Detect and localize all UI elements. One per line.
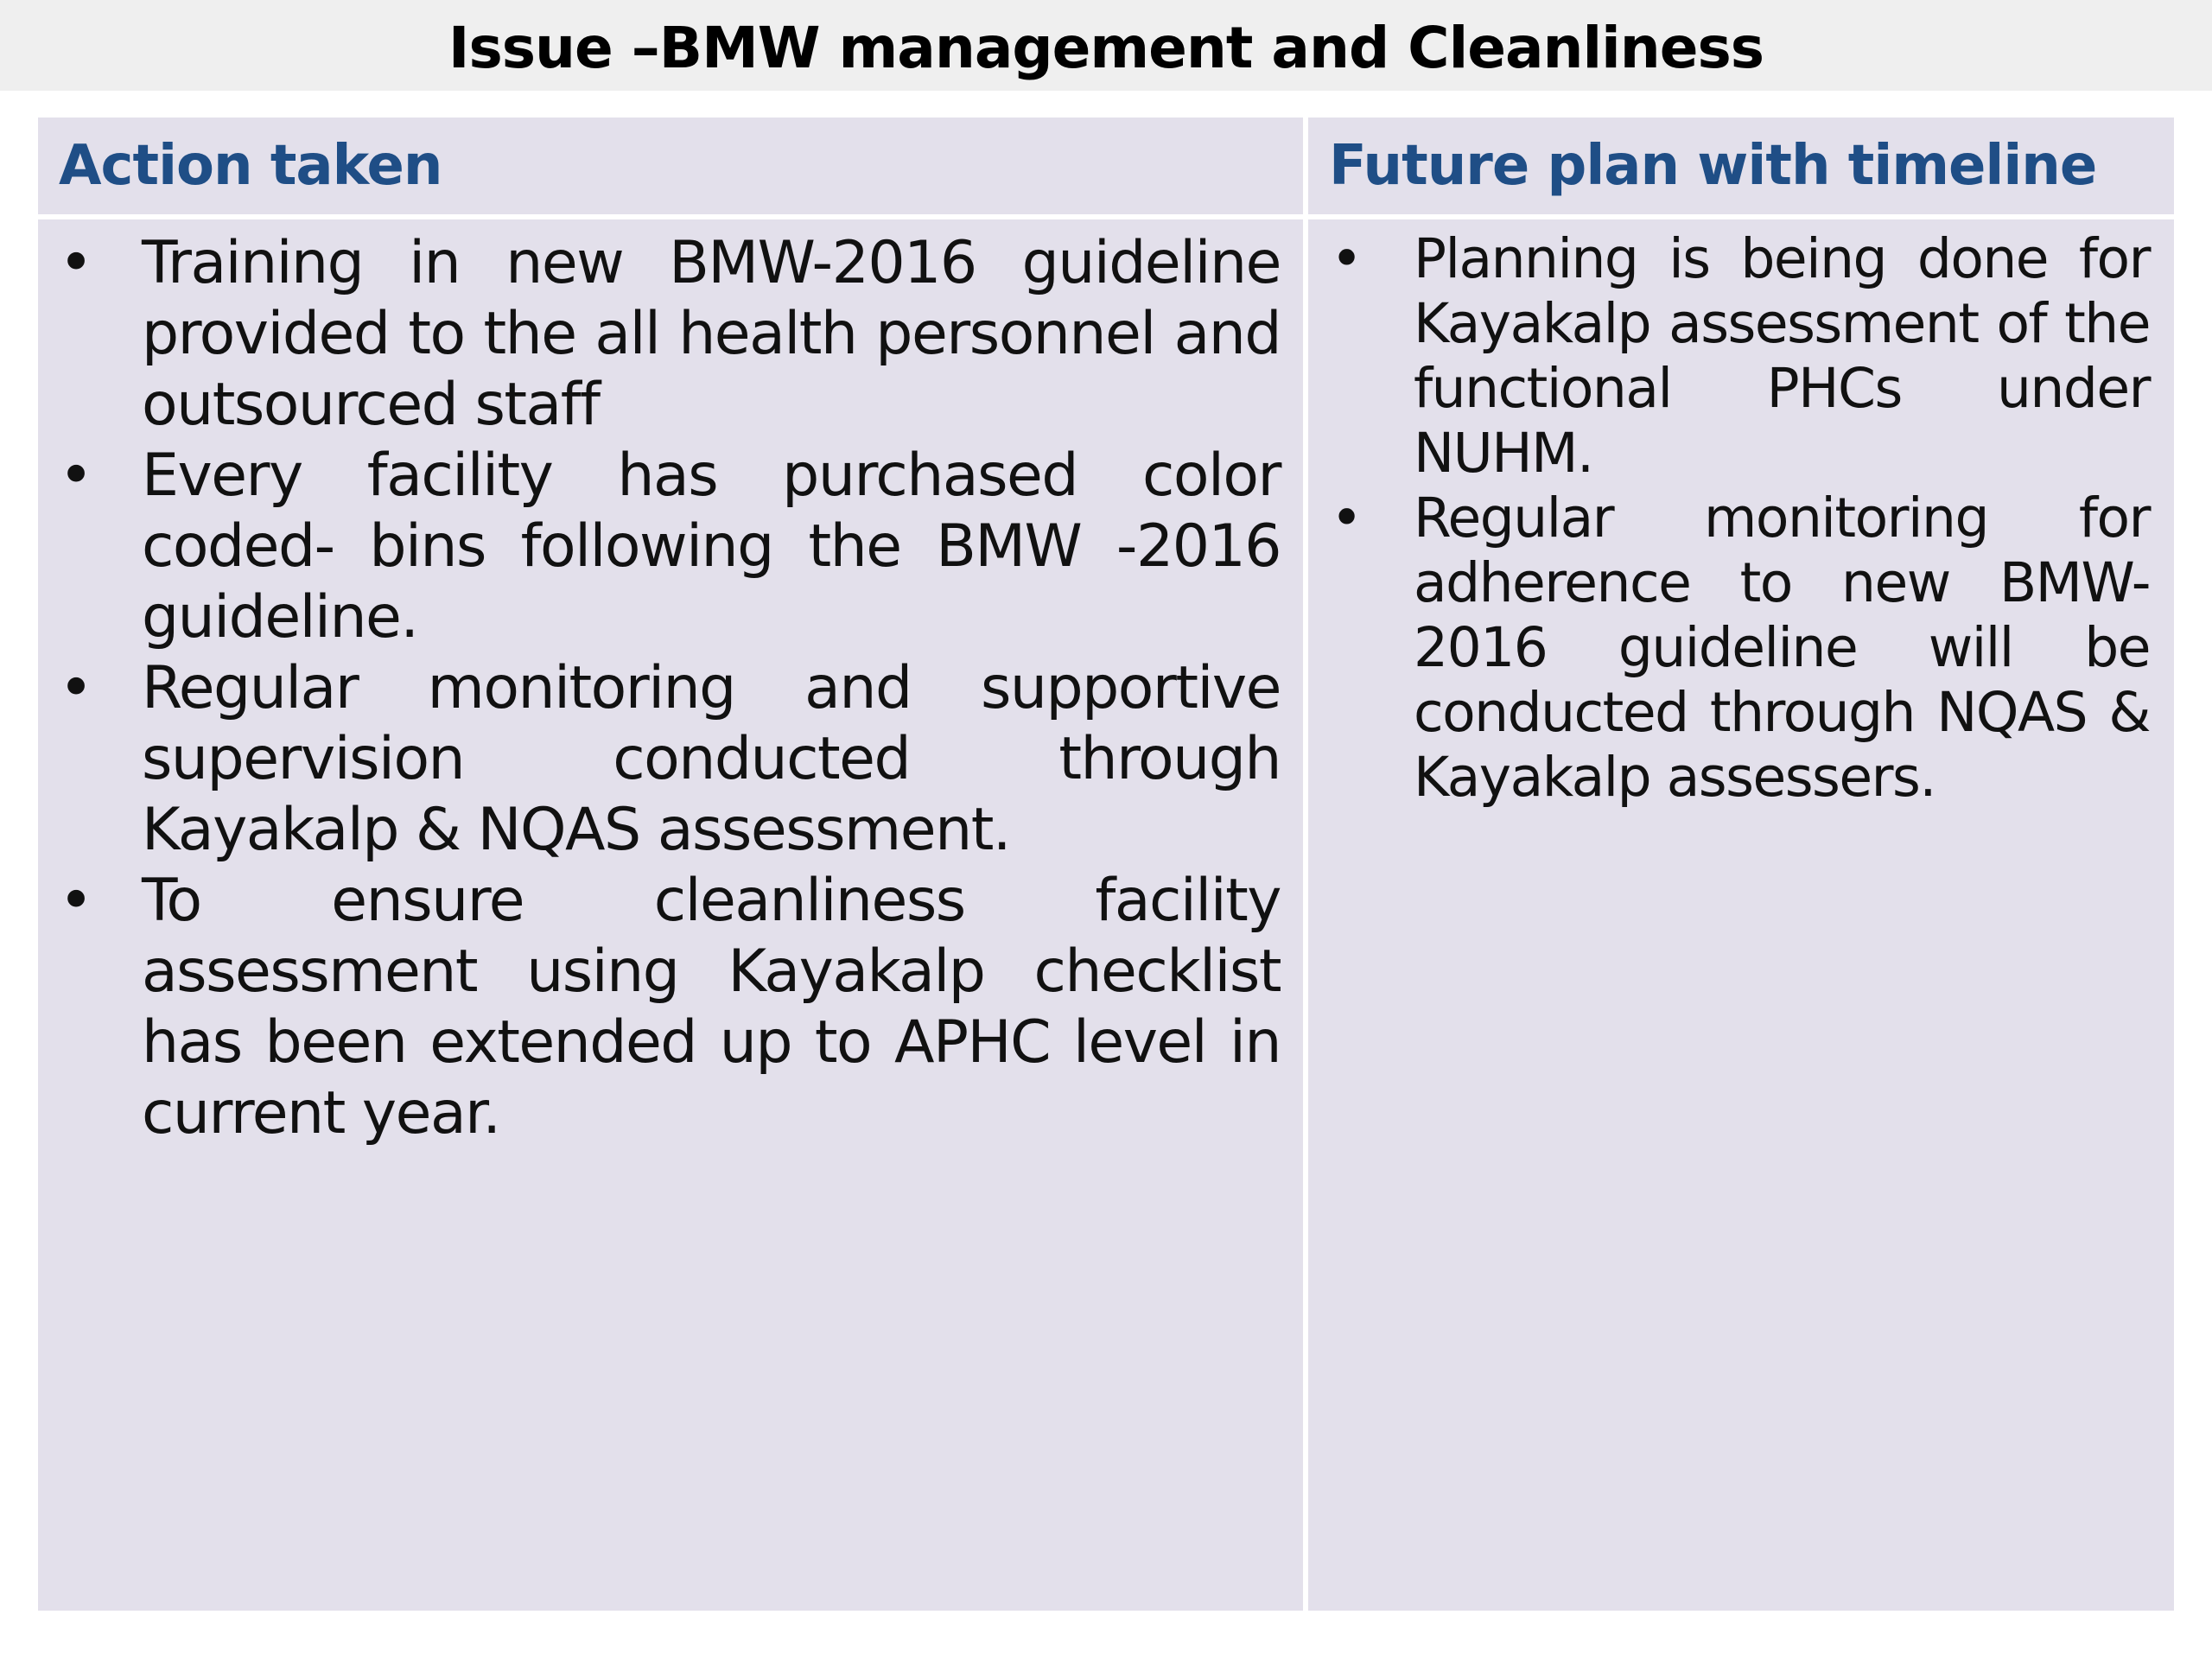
list-item <box>59 441 1281 653</box>
list-item <box>59 653 1281 866</box>
bullet-icon: • <box>1331 227 1362 290</box>
list-item-text: To ensure cleanliness facility assessment using Kayakalp checklist has been extended up to APHC level in current year. <box>142 867 1281 1147</box>
action-taken-list <box>59 228 1281 1149</box>
future-plan-header: Future plan with timeline <box>1329 134 2097 198</box>
list-item <box>59 866 1281 1149</box>
issue-table <box>38 118 2174 1611</box>
bullet-icon: • <box>59 229 92 297</box>
future-plan-header-cell <box>1308 118 2174 214</box>
action-taken-body-cell <box>38 219 1303 1611</box>
list-item-text: Regular monitoring and supportive supervision conducted through Kayakalp & NQAS assessment. <box>142 654 1281 864</box>
list-item <box>1331 226 2150 486</box>
action-taken-header: Action taken <box>59 134 442 198</box>
future-plan-list <box>1331 226 2150 810</box>
list-item <box>59 228 1281 441</box>
slide-title: Issue –BMW management and Cleanliness <box>448 15 1764 81</box>
list-item <box>1331 486 2150 810</box>
list-item-text: Regular monitoring for adherence to new BMW-2016 guideline will be conducted through NQAS & Kayakalp assessers. <box>1414 486 2150 809</box>
list-item-text: Training in new BMW-2016 guideline provided to the all health personnel and outsourced staff <box>142 229 1281 439</box>
bullet-icon: • <box>59 654 92 722</box>
action-taken-header-cell <box>38 118 1303 214</box>
list-item-text: Planning is being done for Kayakalp assessment of the functional PHCs under NUHM. <box>1414 227 2150 485</box>
future-plan-body-cell <box>1308 219 2174 1611</box>
bullet-icon: • <box>1331 486 1362 550</box>
list-item-text: Every facility has purchased color coded- bins following the BMW -2016 guideline. <box>142 442 1281 652</box>
bullet-icon: • <box>59 867 92 935</box>
bullet-icon: • <box>59 442 92 510</box>
